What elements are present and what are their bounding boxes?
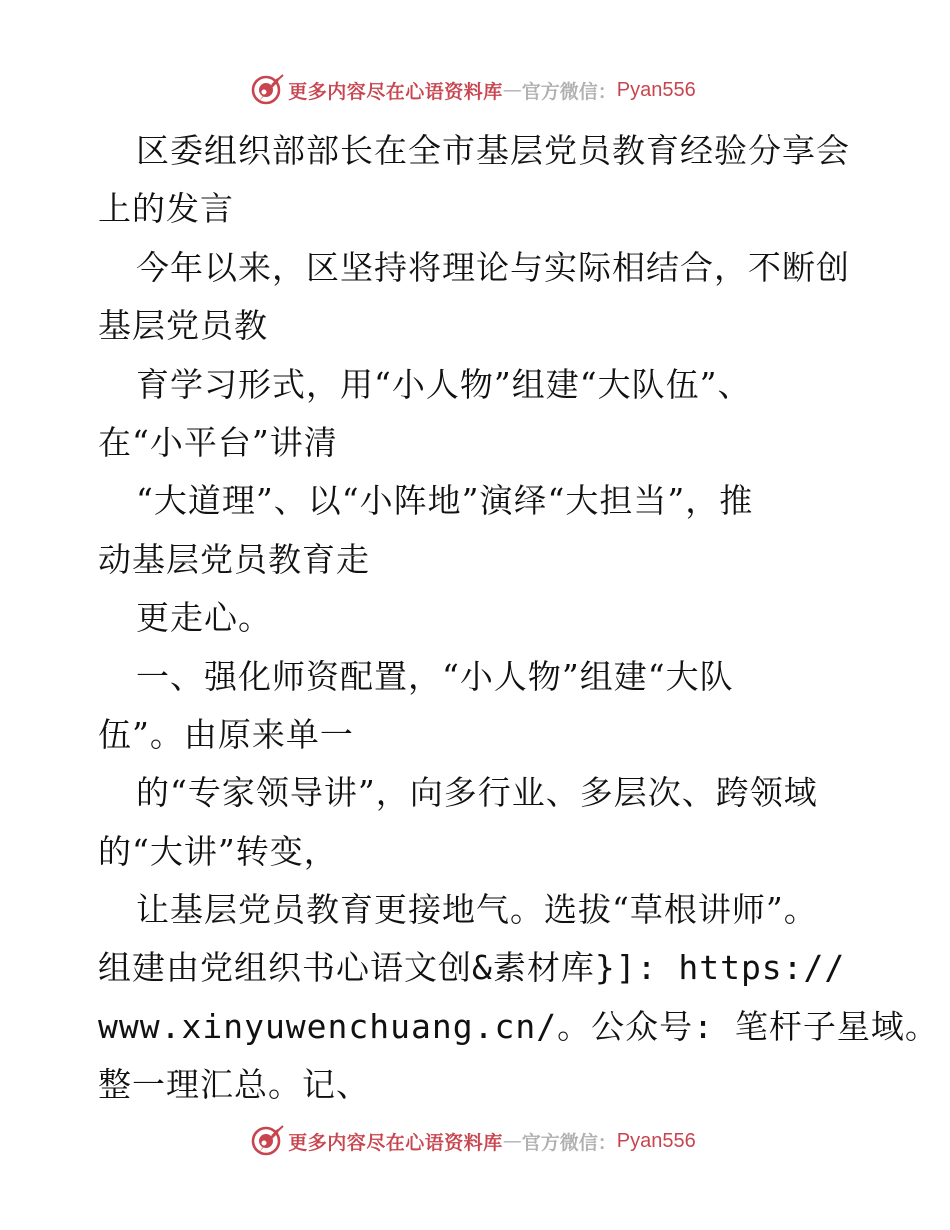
banner-wechat-id: Pyan556 xyxy=(616,1129,696,1152)
banner-title: 更多内容尽在心语资料库 xyxy=(288,1131,503,1154)
text-line: 组建由党组织书心语文创&素材库}]: https:// xyxy=(98,948,846,988)
text-line: 在“小平台”讲清 xyxy=(98,422,338,462)
text-line: 动基层党员教育走 xyxy=(98,539,370,579)
text-line: 的“大讲”转变， xyxy=(98,831,338,871)
text-line: 伍”。由原来单一 xyxy=(98,714,354,754)
header-banner-content xyxy=(250,73,696,107)
text-line: 一、强化师资配置，“小人物”组建“大队 xyxy=(136,656,734,696)
text-line: 的“专家领导讲”，向多行业、多层次、跨领域 xyxy=(136,773,818,813)
banner-dash: — xyxy=(502,79,522,101)
text-line: 基层党员教 xyxy=(98,306,268,346)
text-line: www.xinyuwenchuang.cn/。公众号: 笔杆子星域。 xyxy=(98,1006,939,1046)
banner-dash: — xyxy=(502,1130,522,1152)
banner-title: 更多内容尽在心语资料库 xyxy=(288,80,503,103)
footer-banner-content xyxy=(250,1124,696,1158)
text-line: “大道理”、以“小阵地”演绎“大担当”，推 xyxy=(136,481,754,521)
banner-wechat-label: 官方微信： xyxy=(521,80,617,103)
footer-banner xyxy=(0,1121,950,1161)
quill-logo-icon xyxy=(250,73,286,107)
header-banner xyxy=(0,70,950,110)
banner-wechat-id: Pyan556 xyxy=(616,78,696,101)
document-body xyxy=(98,122,939,1115)
text-line: 整一理汇总。记、 xyxy=(98,1065,370,1105)
text-line: 区委组织部部长在全市基层党员教育经验分享会 xyxy=(136,131,850,170)
text-line: 更走心。 xyxy=(136,598,272,638)
banner-wechat-label: 官方微信： xyxy=(521,1131,617,1154)
text-line: 上的发言 xyxy=(98,189,234,229)
quill-logo-icon xyxy=(250,1124,286,1158)
text-line: 育学习形式，用“小人物”组建“大队伍”、 xyxy=(136,364,752,404)
text-line: 让基层党员教育更接地气。选拔“草根讲师”。 xyxy=(136,890,818,930)
text-line: 今年以来，区坚持将理论与实际相结合，不断创 xyxy=(136,247,850,287)
